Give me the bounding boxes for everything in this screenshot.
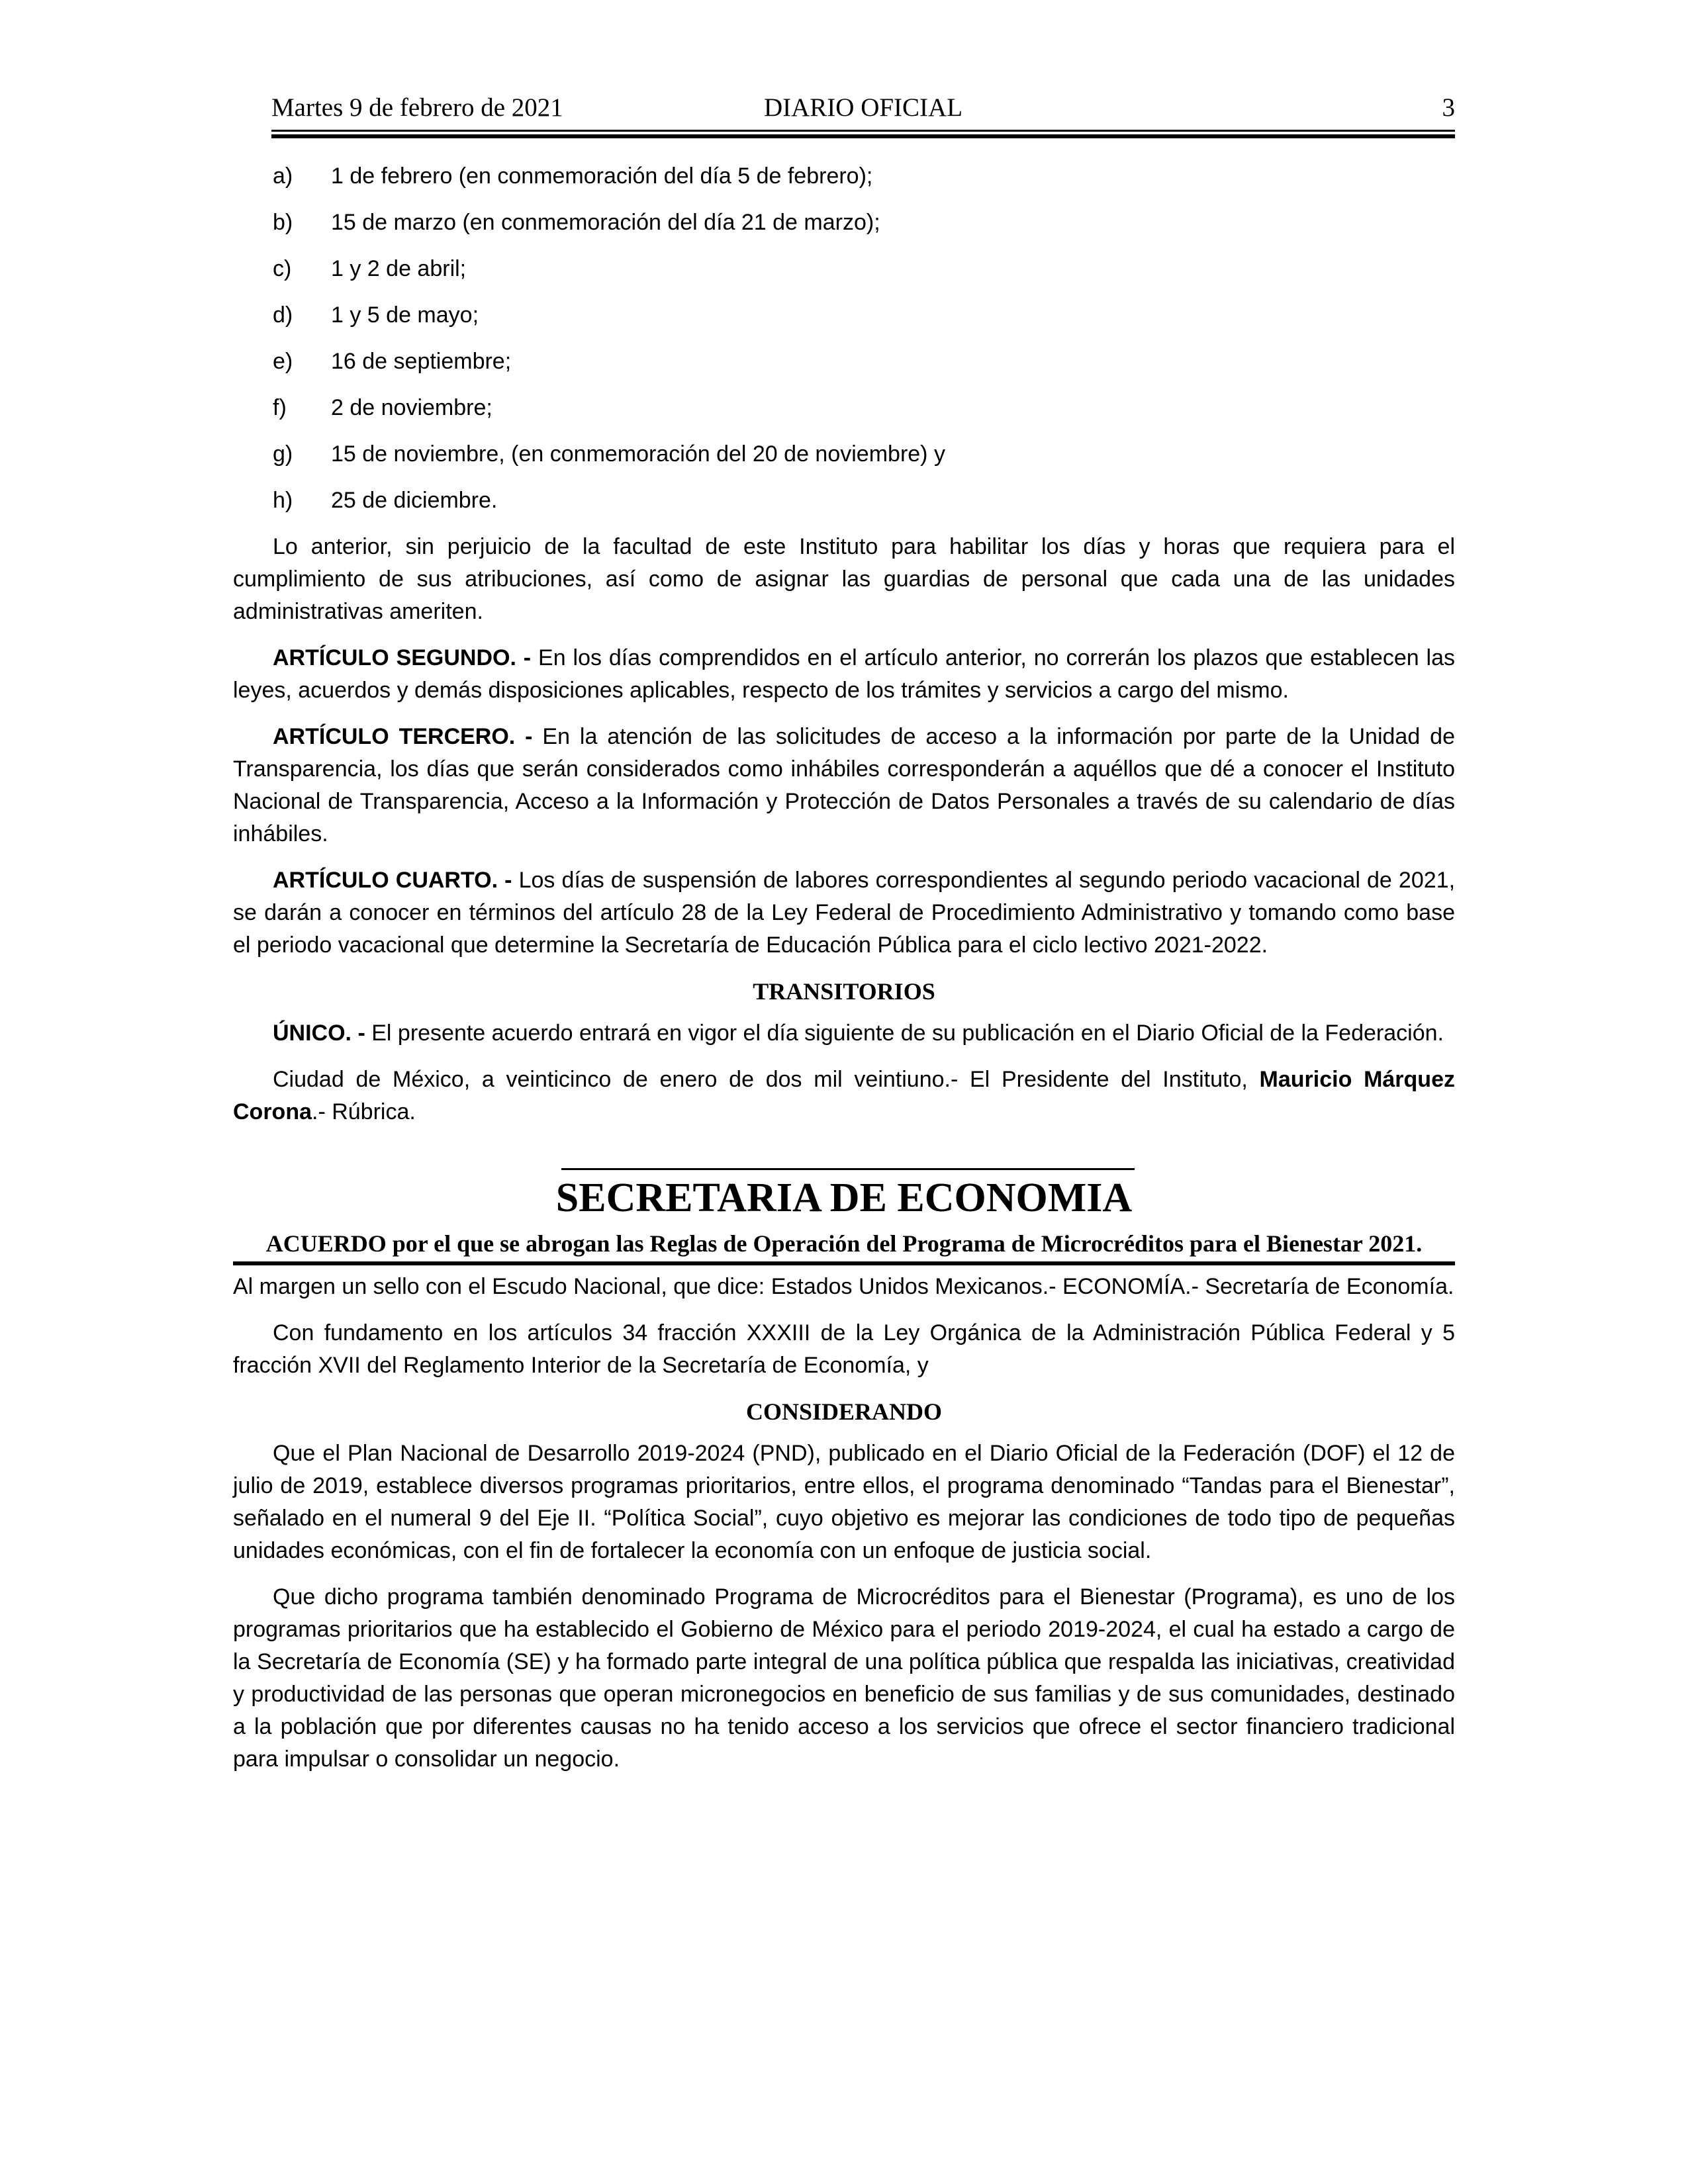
articulo-label: ARTÍCULO CUARTO. - (273, 868, 512, 893)
header-rule-thin (271, 130, 1455, 132)
fundamento-paragraph: Con fundamento en los artículos 34 fracción XXXIII de la Ley Orgánica de la Administración Pública Federal y 5 fracción XVII del Reglamento Interior de la Secretaría de Economía, y (233, 1320, 1455, 1378)
header-rule-thick (271, 134, 1455, 138)
acuerdo-text: por el que se abrogan las Reglas de Operación del Programa de Microcréditos para el Bienestar 2021. (386, 1230, 1423, 1257)
list-text: 1 de febrero (en conmemoración del día 5 de febrero); (331, 163, 873, 189)
firma-paragraph (233, 1064, 1455, 1128)
list-letter: b) (273, 210, 293, 235)
list-item (273, 160, 1455, 193)
considerando-heading: CONSIDERANDO (745, 1398, 943, 1425)
list-letter: d) (273, 302, 293, 328)
list-text: 16 de septiembre; (331, 349, 512, 374)
considerando-paragraph-1: Que el Plan Nacional de Desarrollo 2019-2024 (PND), publicado en el Diario Oficial de la Federación (DOF) el 12 de julio de 2019, establece diversos programas prioritarios, entre ellos, el programa denominado “Tandas para el Bienestar”, señalado en el numeral 9 del Eje II. “Política Social”, cuyo objetivo es mejorar las condiciones de todo tipo de pequeñas unidades económicas, con el fin de fortalecer la economía con un enfoque de justicia social. (233, 1441, 1455, 1563)
list-item (273, 253, 1455, 285)
firma-rubrica: .- Rúbrica. (312, 1099, 416, 1124)
list-text: 1 y 5 de mayo; (331, 302, 479, 328)
articulo-text: En la atención de las solicitudes de acceso a la información por parte de la Unidad de Transparencia, los días que serán considerados como inhábiles corresponderán a aquéllos que dé a conocer el Instituto Nacional de Transparencia, Acceso a la Información y Protección de Datos Personales a través de su calendario de días inhábiles. (233, 724, 1455, 846)
header-page-number: 3 (1442, 93, 1455, 122)
list-item (273, 484, 1455, 517)
articulo-text: En los días comprendidos en el artículo anterior, no correrán los plazos que establecen las leyes, acuerdos y demás disposiciones aplicables, respecto de los trámites y servicios a cargo del mismo. (233, 645, 1456, 703)
list-letter: a) (273, 163, 293, 189)
transitorios-heading: TRANSITORIOS (753, 978, 935, 1005)
firma-name: Mauricio Márquez Corona (233, 1067, 1455, 1124)
articulo-tercero (233, 721, 1455, 850)
page-header (271, 93, 1455, 127)
list-item (273, 438, 1455, 471)
list-text: 15 de marzo (en conmemoración del día 21 de marzo); (331, 210, 880, 235)
list-item (273, 206, 1455, 239)
considerando-paragraph-2: Que dicho programa también denominado Programa de Microcréditos para el Bienestar (Programa), es uno de los programas prioritarios que ha establecido el Gobierno de México para el periodo 2019-2024, el cual ha estado a cargo de la Secretaría de Economía (SE) y ha formado parte integral de una política pública que respalda las iniciativas, creatividad y productividad de las personas que operan micronegocios en beneficio de sus familias y de sus comunidades, destinado a la población que por diferentes causas no ha tenido acceso a los servicios que ofrece el sector financiero tradicional para impulsar o consolidar un negocio. (233, 1584, 1455, 1772)
list-item (273, 299, 1455, 332)
acuerdo-title (233, 1228, 1455, 1259)
articulo-text: Los días de suspensión de labores correspondientes al segundo periodo vacacional de 2021, se darán a conocer en términos del artículo 28 de la Ley Federal de Procedimiento Administrativo y tomando como base el periodo vacacional que determine la Secretaría de Educación Pública para el ciclo lectivo 2021-2022. (233, 868, 1456, 958)
articulo-label: ARTÍCULO TERCERO. - (273, 724, 533, 749)
articulo-cuarto (233, 864, 1455, 962)
paragraph-anterior: Lo anterior, sin perjuicio de la facultad de este Instituto para habilitar los días y horas que requiera para el cumplimiento de sus atribuciones, así como de asignar las guardias de personal que cada una de las unidades administrativas ameriten. (233, 534, 1455, 624)
unico-text: El presente acuerdo entrará en vigor el día siguiente de su publicación en el Diario Oficial de la Federación. (365, 1021, 1444, 1046)
list-text: 1 y 2 de abril; (331, 256, 467, 281)
header-publication: DIARIO OFICIAL (763, 93, 963, 122)
list-letter: e) (273, 349, 293, 374)
unico-label: ÚNICO. - (273, 1021, 365, 1046)
acuerdo-rule (233, 1261, 1455, 1265)
list-text: 2 de noviembre; (331, 395, 492, 420)
list-letter: h) (273, 488, 293, 513)
section-rule (561, 1168, 1135, 1170)
articulo-label: ARTÍCULO SEGUNDO. - (273, 645, 532, 670)
section-secretaria (233, 1168, 1455, 1265)
section-title: SECRETARIA DE ECONOMIA (555, 1175, 1133, 1220)
document-body (233, 160, 1455, 1790)
unico-paragraph (233, 1017, 1455, 1050)
header-date: Martes 9 de febrero de 2021 (271, 93, 563, 122)
list-letter: c) (273, 256, 292, 281)
list-item (273, 392, 1455, 424)
al-margen-paragraph: Al margen un sello con el Escudo Nacional, que dice: Estados Unidos Mexicanos.- ECONOMÍA.- Secretaría de Economía. (233, 1274, 1454, 1299)
articulo-segundo (233, 642, 1455, 707)
list-letter: g) (273, 441, 293, 467)
list-text: 25 de diciembre. (331, 488, 498, 513)
list-text: 15 de noviembre, (en conmemoración del 20 de noviembre) y (331, 441, 945, 467)
list-item (273, 345, 1455, 378)
list-letter: f) (273, 395, 287, 420)
acuerdo-label: ACUERDO (265, 1230, 387, 1257)
firma-text: Ciudad de México, a veinticinco de enero de dos mil veintiuno.- El Presidente del Instituto, (273, 1067, 1260, 1092)
